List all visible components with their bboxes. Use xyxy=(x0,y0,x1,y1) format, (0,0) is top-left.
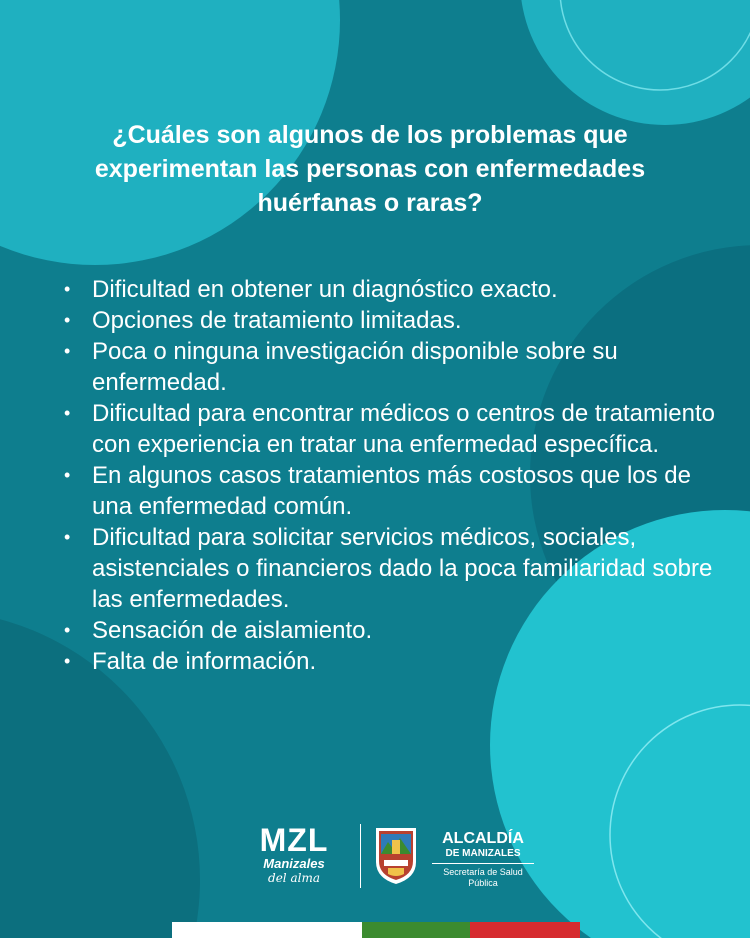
mzl-logo-tagline: del alma xyxy=(268,871,320,885)
alcaldia-logo xyxy=(428,830,538,889)
list-item-text: Falta de información. xyxy=(92,648,317,675)
mzl-logo-city: Manizales xyxy=(263,856,325,871)
bg-circle-top-right xyxy=(520,0,750,125)
list-item-text: Sensación de aislamiento. xyxy=(92,617,373,644)
alcaldia-rule xyxy=(432,863,534,864)
coat-of-arms-icon xyxy=(372,824,420,886)
bullet: • xyxy=(64,620,71,640)
list-item xyxy=(60,460,720,522)
bullet: • xyxy=(64,341,71,361)
list-item xyxy=(60,274,720,305)
bullet: • xyxy=(64,279,71,299)
list-item xyxy=(60,646,720,677)
flag-white xyxy=(172,922,362,938)
logo-divider xyxy=(360,824,361,888)
problems-list xyxy=(60,274,720,677)
flag-red xyxy=(470,922,580,938)
bullet: • xyxy=(64,403,71,423)
flag-stripe xyxy=(172,922,580,938)
mzl-logo-mark: MZL xyxy=(259,822,329,858)
list-item-text: Opciones de tratamiento limitadas. xyxy=(92,307,462,334)
bullet: • xyxy=(64,465,71,485)
bullet: • xyxy=(64,527,71,547)
list-item xyxy=(60,615,720,646)
list-item xyxy=(60,305,720,336)
alcaldia-city: DE MANIZALES xyxy=(445,848,521,859)
footer-logos xyxy=(244,822,534,894)
list-item xyxy=(60,398,720,460)
bullet: • xyxy=(64,310,71,330)
list-item xyxy=(60,522,720,615)
list-item-text: Dificultad para encontrar médicos o centros de tratamiento con experiencia en tratar una enfermedad específica. xyxy=(92,400,715,458)
list-item-text: Dificultad en obtener un diagnóstico exacto. xyxy=(92,276,558,303)
mzl-logo xyxy=(244,824,344,885)
alcaldia-department: Secretaría de Salud Pública xyxy=(443,867,523,888)
list-item-text: En algunos casos tratamientos más costosos que los de una enfermedad común. xyxy=(92,462,691,520)
flag-green xyxy=(362,922,470,938)
bullet: • xyxy=(64,651,71,671)
alcaldia-name: ALCALDÍA xyxy=(442,830,524,847)
list-item-text: Dificultad para solicitar servicios médicos, sociales, asistenciales o financieros dado la poca familiaridad sobre las enfermedades. xyxy=(92,524,713,613)
list-item-text: Poca o ninguna investigación disponible sobre su enfermedad. xyxy=(92,338,618,396)
list-item xyxy=(60,336,720,398)
page-title: ¿Cuáles son algunos de los problemas que experimentan las personas con enfermedades huérfanas o raras? xyxy=(94,121,646,217)
